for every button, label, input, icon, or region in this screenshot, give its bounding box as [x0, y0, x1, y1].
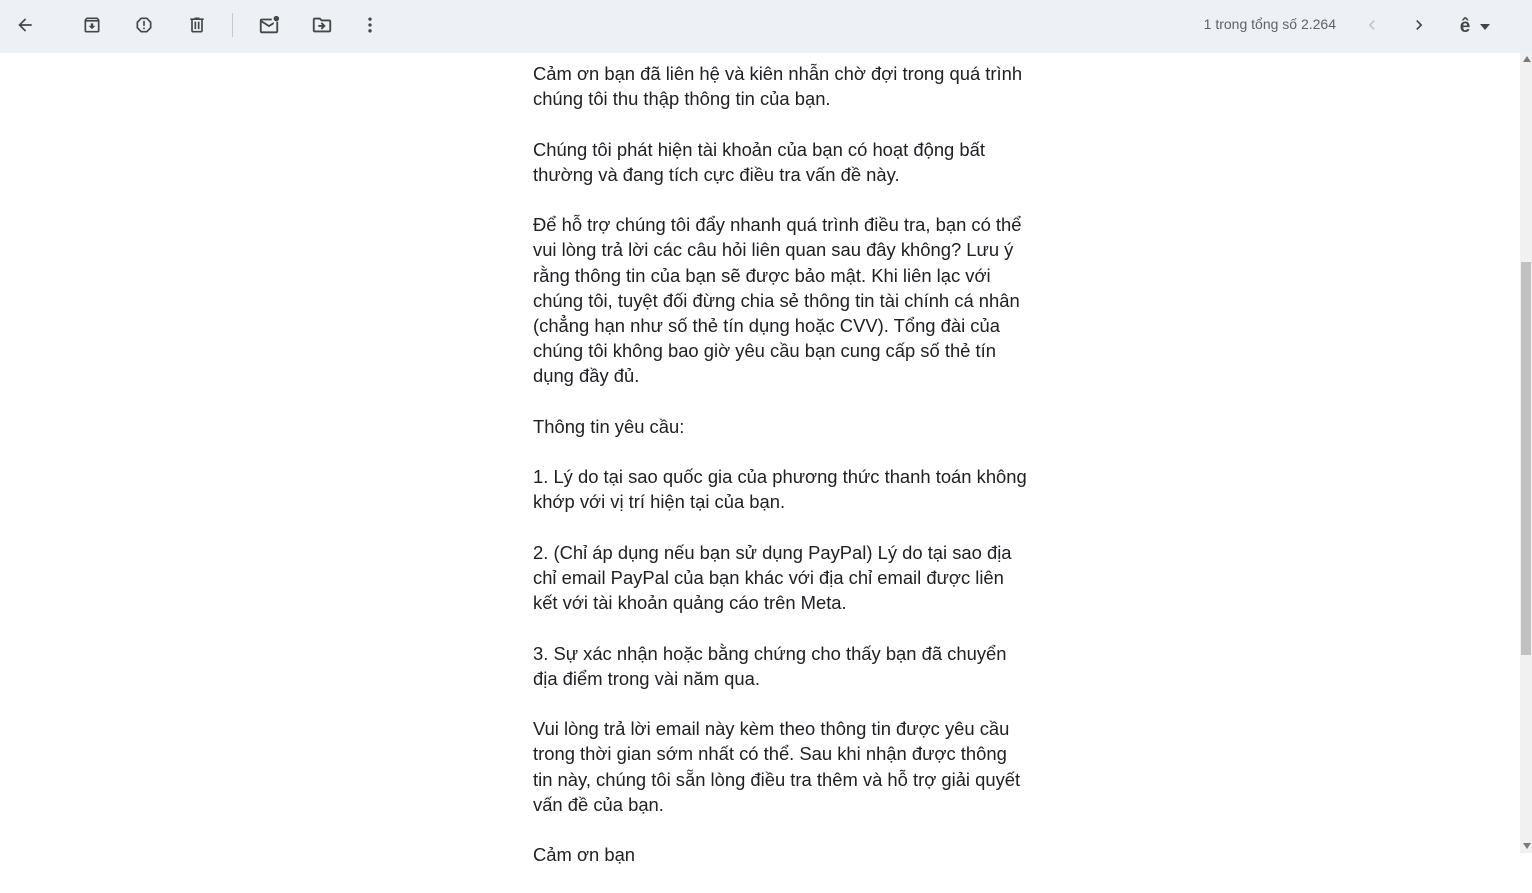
- email-paragraph: 2. (Chỉ áp dụng nếu bạn sử dụng PayPal) Lý do tại sao địa chỉ email PayPal của bạn khác với địa chỉ email được liên kết với tài khoản quảng cáo trên Meta.: [533, 541, 1012, 614]
- more-options-button[interactable]: [350, 5, 390, 45]
- input-tools-icon: ê: [1459, 15, 1471, 37]
- archive-button[interactable]: [72, 5, 112, 45]
- more-vertical-icon: [360, 15, 380, 35]
- message-toolbar: [0, 0, 1532, 53]
- email-body: [533, 61, 1053, 893]
- chevron-right-icon: [1409, 15, 1429, 35]
- archive-icon: [82, 15, 102, 35]
- trash-icon: [187, 15, 207, 35]
- dropdown-arrow-icon: [1480, 17, 1490, 35]
- email-content-area: [0, 53, 1520, 866]
- scroll-up-arrow-icon[interactable]: [1523, 56, 1531, 62]
- newer-message-button[interactable]: [1352, 5, 1392, 45]
- delete-button[interactable]: [177, 5, 217, 45]
- email-paragraph: Cảm ơn bạn đã liên hệ và kiên nhẫn chờ đợi trong quá trình chúng tôi thu thập thông tin của bạn.: [533, 63, 1023, 110]
- email-paragraph: Chúng tôi phát hiện tài khoản của bạn có hoạt động bất thường và đang tích cực điều tra vấn đề này.: [533, 138, 985, 185]
- move-to-button[interactable]: [302, 5, 342, 45]
- arrow-left-icon: [15, 15, 35, 35]
- mark-unread-button[interactable]: [249, 5, 289, 45]
- toolbar-divider: [232, 13, 233, 37]
- chevron-left-icon: [1362, 15, 1382, 35]
- report-spam-icon: [134, 15, 154, 35]
- report-spam-button[interactable]: [124, 5, 164, 45]
- email-paragraph: Vui lòng trả lời email này kèm theo thông tin được yêu cầu trong thời gian sớm nhất có thể. Sau khi nhận được thông tin này, chúng tôi sẵn lòng điều tra thêm và hỗ trợ giải quyết vấn đề của bạn.: [533, 718, 1021, 815]
- input-tools-button[interactable]: [1450, 6, 1500, 46]
- older-message-button[interactable]: [1399, 5, 1439, 45]
- email-paragraph: Để hỗ trợ chúng tôi đẩy nhanh quá trình điều tra, bạn có thể vui lòng trả lời các câu hỏi liên quan sau đây không? Lưu ý rằng thông tin của bạn sẽ được bảo mật. Khi liên lạc với chúng tôi, tuyệt đối đừng chia sẻ thông tin tài chính cá nhân (chẳng hạn như số thẻ tín dụng hoặc CVV). Tổng đài của chúng tôi không bao giờ yêu cầu bạn cung cấp số thẻ tín dụng đầy đủ.: [533, 214, 1022, 387]
- mark-unread-icon: [258, 14, 280, 36]
- email-paragraph: Cảm ơn bạn: [533, 844, 636, 866]
- scrollbar-thumb[interactable]: [1521, 262, 1531, 655]
- move-to-folder-icon: [311, 14, 333, 36]
- email-paragraph: 1. Lý do tại sao quốc gia của phương thức thanh toán không khớp với vị trí hiện tại của bạn.: [533, 466, 1027, 513]
- email-paragraph: Thông tin yêu cầu:: [533, 415, 685, 437]
- email-paragraph: 3. Sự xác nhận hoặc bằng chứng cho thấy bạn đã chuyển địa điểm trong vài năm qua.: [533, 642, 1007, 689]
- scroll-down-arrow-icon[interactable]: [1523, 843, 1531, 849]
- message-counter: 1 trong tổng số 2.264: [1203, 16, 1336, 32]
- back-button[interactable]: [5, 5, 45, 45]
